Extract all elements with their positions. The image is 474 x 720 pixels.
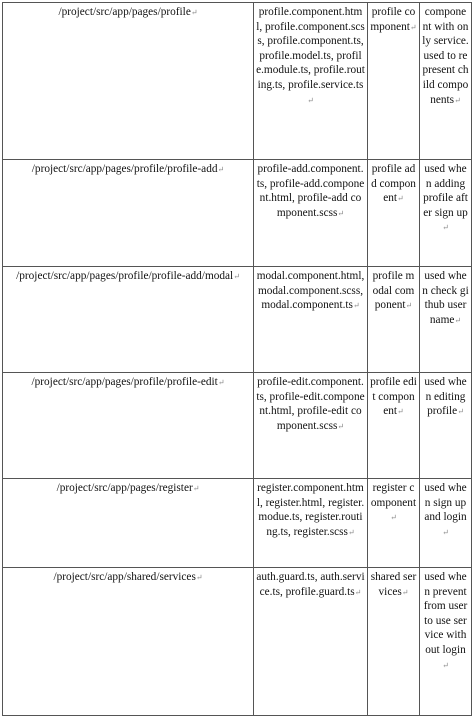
component-name-cell: profile add component↵ <box>368 160 420 267</box>
table-row <box>3 479 472 568</box>
table-row <box>3 160 472 267</box>
component-name-cell: profile edit component↵ <box>368 373 420 479</box>
table-row <box>3 568 472 716</box>
description-cell: used when adding profile after sign up↵ <box>420 160 472 267</box>
files-cell: register.component.html, register.html, register.modue.ts, register.routing.ts, register.scss↵ <box>254 479 368 568</box>
files-cell: profile-edit.component.ts, profile-edit.component.html, profile-edit component.scss↵ <box>254 373 368 479</box>
description-cell: used when editing profile↵ <box>420 373 472 479</box>
table-row <box>3 3 472 160</box>
path-cell: /project/src/app/shared/services↵ <box>3 568 254 716</box>
path-cell: /project/src/app/pages/profile/profile-add/modal↵ <box>3 267 254 373</box>
description-cell: used when prevent from user to use service without login↵ <box>420 568 472 716</box>
component-name-cell: shared services↵ <box>368 568 420 716</box>
component-name-cell: profile modal component↵ <box>368 267 420 373</box>
files-cell: profile.component.html, profile.component.scss, profile.component.ts, profile.model.ts, profile.module.ts, profile.routing.ts, profile.service.ts↵ <box>254 3 368 160</box>
files-cell: modal.component.html, modal.component.scss, modal.component.ts↵ <box>254 267 368 373</box>
component-name-cell: register component↵ <box>368 479 420 568</box>
description-cell: component with only service. used to represent child components↵ <box>420 3 472 160</box>
file-structure-table <box>2 2 472 716</box>
files-cell: profile-add.component.ts, profile-add.component.html, profile-add component.scss↵ <box>254 160 368 267</box>
path-cell: /project/src/app/pages/profile↵ <box>3 3 254 160</box>
component-name-cell: profile component↵ <box>368 3 420 160</box>
path-cell: /project/src/app/pages/profile/profile-add↵ <box>3 160 254 267</box>
description-cell: used when check github username↵ <box>420 267 472 373</box>
table-row <box>3 373 472 479</box>
path-cell: /project/src/app/pages/register↵ <box>3 479 254 568</box>
files-cell: auth.guard.ts, auth.service.ts, profile.guard.ts↵ <box>254 568 368 716</box>
path-cell: /project/src/app/pages/profile/profile-edit↵ <box>3 373 254 479</box>
description-cell: used when sign up and login↵ <box>420 479 472 568</box>
table-row <box>3 267 472 373</box>
